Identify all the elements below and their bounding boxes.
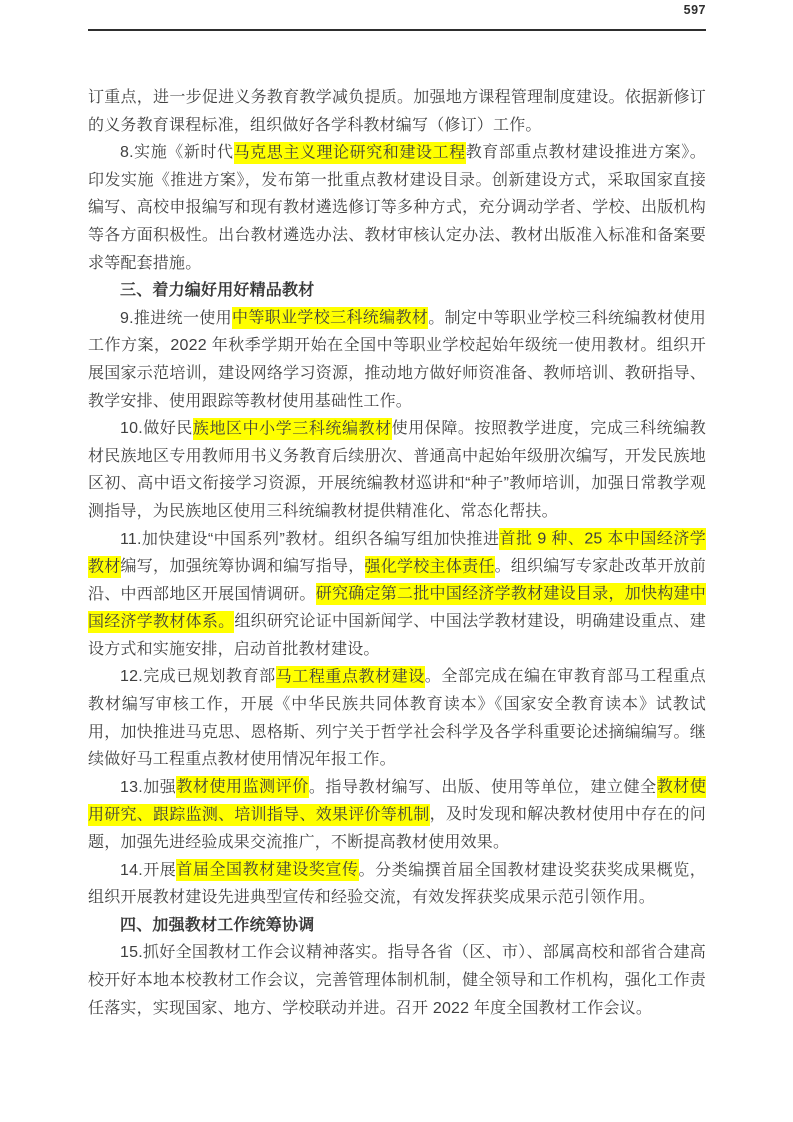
highlighted-text: 族地区中小学三科统编教材	[193, 418, 392, 440]
text-run: 四、加强教材工作统筹协调	[120, 916, 315, 934]
highlighted-text: 教材使用研究、跟踪监测、培训指导、效果评价等机制	[88, 776, 706, 826]
text-run: 使用保障。按照教学进度，完成三科统编教材民族地区专用教师用书义务教育后续册次、普通高中起始年级册次编写，开发民族地区初、高中语文衔接学习资源，开展统编教材巡讲和“种子”教师培训，加强日常教学观测指导，为民族地区使用三科统编教材提供精准化、常态化帮扶。	[88, 420, 706, 520]
highlighted-text: 首届全国教材建设奖宣传	[176, 859, 358, 881]
text-run: 13.加强	[120, 778, 177, 796]
text-run: 组织研究论证中国新闻学、中国法学教材建设，明确建设重点、建设方式和实施安排，启动首批教材建设。	[88, 613, 706, 658]
text-run: 10.做好民	[120, 420, 193, 438]
header-rule	[88, 29, 706, 31]
text-run: 。分类编撰首届全国教材建设奖获奖成果概览，组织开展教材建设先进典型宣传和经验交流，有效发挥获奖成果示范引领作用。	[88, 861, 707, 907]
text-run: 8.实施《新时代	[120, 144, 234, 162]
document-content	[88, 84, 706, 1022]
paragraph	[88, 139, 706, 277]
paragraph	[88, 415, 706, 525]
paragraph	[88, 305, 706, 415]
paragraph	[88, 84, 706, 139]
highlighted-text: 马克思主义理论研究和建设工程	[234, 142, 466, 164]
paragraph	[88, 939, 706, 1022]
text-run: 。全部完成在编在审教育部马工程重点教材编写审核工作，开展《中华民族共同体教育读本》《国家安全教育读本》试教试用，加快推进马克思、恩格斯、列宁关于哲学社会科学及各学科重要论述摘编编写。继续做好马工程重点教材使用情况年报工作。	[88, 668, 706, 769]
text-run: 15.抓好全国教材工作会议精神落实。指导各省（区、市）、部属高校和部省合建高校开好本地本校教材工作会议，完善管理体制机制，健全领导和工作机构，强化工作责任落实，实现国家、地方、学校联动并进。召开 2022 年度全国教材工作会议。	[88, 944, 706, 1017]
text-run: 编写，加强统筹协调和编写指导，	[120, 558, 365, 576]
text-run: 。组织编写专家赴改革开放前沿、中西部地区开展国情调研。	[88, 558, 706, 603]
paragraph	[88, 663, 706, 773]
text-run: 。指导教材编写、出版、使用等单位，建立健全	[308, 778, 657, 796]
paragraph	[88, 774, 706, 857]
text-run: 9.推进统一使用	[120, 309, 232, 327]
section-heading	[88, 277, 706, 305]
highlighted-text: 中等职业学校三科统编教材	[232, 307, 428, 329]
highlighted-text: 首批 9 种、25 本中国经济学教材	[88, 528, 706, 578]
highlighted-text: 强化学校主体责任	[365, 556, 495, 578]
highlighted-text: 马工程重点教材建设	[276, 666, 425, 688]
section-heading	[88, 912, 706, 940]
paragraph	[88, 526, 706, 664]
paragraph	[88, 857, 706, 912]
highlighted-text: 教材使用监测评价	[176, 776, 309, 798]
text-run: 三、着力编好用好精品教材	[120, 282, 315, 300]
text-run: ，及时发现和解决教材使用中存在的问题，加强先进经验成果交流推广，不断提高教材使用效果。	[88, 806, 706, 852]
text-run: 11.加快建设“中国系列”教材。组织各编写组加快推进	[120, 530, 500, 548]
text-run: 14.开展	[120, 861, 177, 879]
page-number: 597	[683, 3, 706, 17]
highlighted-text: 研究确定第二批中国经济学教材建设目录，加快构建中国经济学教材体系。	[88, 583, 706, 633]
text-run: 。制定中等职业学校三科统编教材使用工作方案，2022 年秋季学期开始在全国中等职业学校起始年级统一使用教材。组织开展国家示范培训，建设网络学习资源，推动地方做好师资准备、教师培训、教研指导、教学安排、使用跟踪等教材使用基础性工作。	[88, 309, 706, 410]
text-run: 12.完成已规划教育部	[120, 668, 276, 686]
text-run: 教育部重点教材建设推进方案》。印发实施《推进方案》，发布第一批重点教材建设目录。创新建设方式，采取国家直接编写、高校申报编写和现有教材遴选修订等多种方式，充分调动学者、学校、出版机构等各方面积极性。出台教材遴选办法、教材审核认定办法、教材出版准入标准和备案要求等配套措施。	[88, 144, 706, 272]
text-run: 订重点，进一步促进义务教育教学减负提质。加强地方课程管理制度建设。依据新修订的义务教育课程标准，组织做好各学科教材编写（修订）工作。	[88, 89, 706, 134]
